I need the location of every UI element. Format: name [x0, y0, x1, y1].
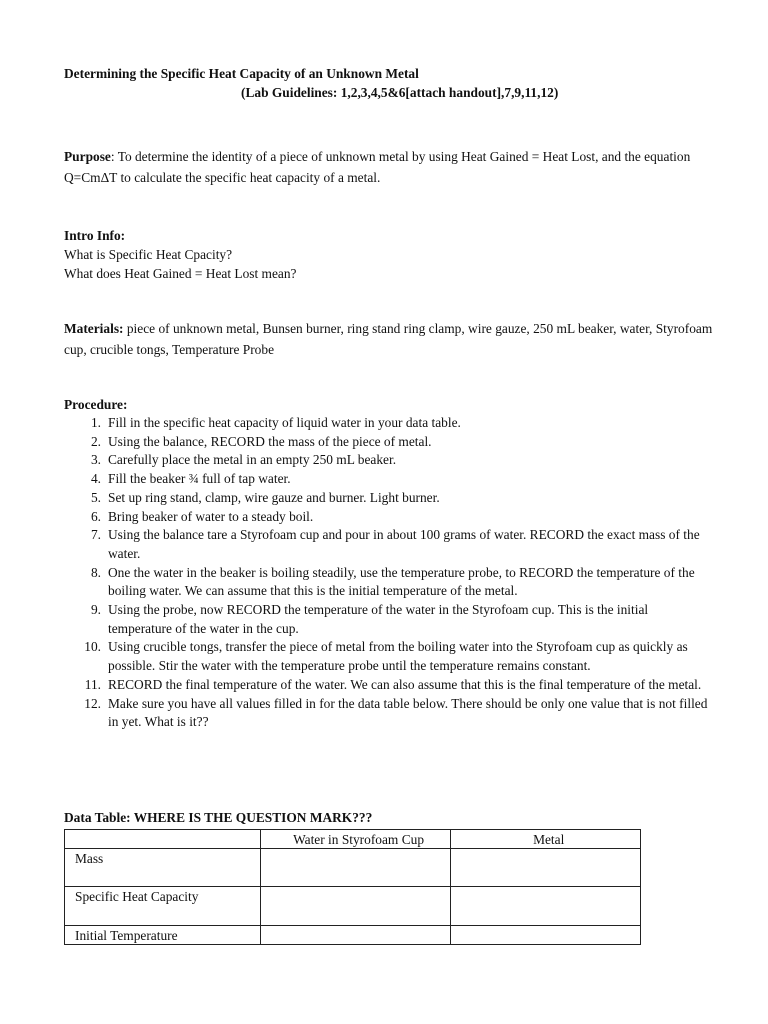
- procedure-label: Procedure:: [64, 397, 128, 412]
- step-number: 10.: [84, 639, 101, 655]
- step-text: Using crucible tongs, transfer the piece of metal from the boiling water into the Styrofoam cup as quickly as possible. Stir the water with the temperature probe until the temperature remains constant.: [108, 639, 688, 674]
- procedure-step: [64, 470, 708, 489]
- materials-label: Materials:: [64, 321, 124, 336]
- procedure-step: [64, 508, 708, 527]
- procedure-step: [64, 489, 708, 508]
- procedure-step: [64, 451, 708, 470]
- water-cell: [260, 926, 451, 945]
- intro-question: What does Heat Gained = Heat Lost mean?: [64, 266, 297, 281]
- procedure-step: [64, 433, 708, 452]
- procedure-section: [64, 395, 714, 732]
- table-header-cell: Water in Styrofoam Cup: [260, 830, 451, 849]
- row-label: Mass: [65, 849, 261, 887]
- table-header-cell: [65, 830, 261, 849]
- step-text: Carefully place the metal in an empty 250 mL beaker.: [108, 452, 397, 468]
- procedure-steps: [64, 414, 714, 732]
- data-table-section: [64, 808, 714, 945]
- procedure-step: [64, 564, 708, 601]
- intro-label: Intro Info:: [64, 228, 126, 243]
- metal-cell: [451, 849, 641, 887]
- document-page: [64, 64, 714, 943]
- purpose-text: : To determine the identity of a piece of unknown metal by using Heat Gained = Heat Lost, and the equation Q=CmΔT to calculate the specific heat capacity of a metal.: [64, 149, 691, 185]
- step-number: 6.: [90, 508, 101, 524]
- document-subtitle: (Lab Guidelines: 1,2,3,4,5&6[attach handout],7,9,11,12): [241, 85, 559, 100]
- step-number: 5.: [90, 489, 101, 505]
- materials-text: piece of unknown metal, Bunsen burner, ring stand ring clamp, wire gauze, 250 mL beaker, water, Styrofoam cup, crucible tongs, Temperature Probe: [64, 321, 713, 357]
- table-row: [65, 887, 641, 926]
- step-text: Using the probe, now RECORD the temperature of the water in the Styrofoam cup. This is the initial temperature of the water in the cup.: [108, 602, 649, 636]
- metal-cell: [451, 887, 641, 926]
- procedure-step: [64, 676, 708, 695]
- step-text: Using the balance, RECORD the mass of the piece of metal.: [108, 433, 432, 449]
- step-number: 2.: [90, 433, 101, 449]
- step-number: 1.: [90, 415, 101, 430]
- data-table: [64, 829, 641, 945]
- row-label: Initial Temperature: [65, 926, 261, 945]
- step-text: Bring beaker of water to a steady boil.: [108, 508, 314, 524]
- step-number: 3.: [90, 452, 101, 468]
- metal-cell: [451, 926, 641, 945]
- table-row: [65, 926, 641, 945]
- water-cell: [260, 887, 451, 926]
- table-row: [65, 849, 641, 887]
- procedure-step: [64, 526, 708, 563]
- intro-section: [64, 226, 714, 283]
- water-cell: [260, 849, 451, 887]
- step-text: Fill the beaker ¾ full of tap water.: [108, 471, 291, 487]
- procedure-step: [64, 638, 708, 675]
- step-text: Fill in the specific heat capacity of liquid water in your data table.: [108, 415, 461, 430]
- step-number: 9.: [90, 602, 101, 618]
- intro-question: What is Specific Heat Cpacity?: [64, 247, 233, 262]
- step-text: RECORD the final temperature of the water. We can also assume that this is the final temperature of the metal.: [108, 676, 702, 692]
- step-number: 4.: [90, 471, 101, 487]
- procedure-step: [64, 601, 708, 638]
- materials-paragraph: [64, 318, 714, 360]
- step-number: 7.: [90, 527, 101, 543]
- purpose-section: [64, 146, 714, 188]
- step-text: One the water in the beaker is boiling steadily, use the temperature probe, to RECORD the temperature of the boiling water. We can assume that this is the initial temperature of the metal.: [108, 564, 695, 599]
- step-text: Make sure you have all values filled in for the data table below. There should be only one value that is not filled in yet. What is it??: [108, 695, 708, 730]
- table-header-row: [65, 830, 641, 849]
- row-label: Specific Heat Capacity: [65, 887, 261, 926]
- procedure-step: [64, 414, 708, 433]
- step-text: Set up ring stand, clamp, wire gauze and burner. Light burner.: [108, 489, 440, 505]
- materials-section: [64, 318, 714, 360]
- purpose-paragraph: [64, 146, 714, 188]
- document-title: Determining the Specific Heat Capacity of an Unknown Metal: [64, 66, 419, 81]
- purpose-label: Purpose: [64, 149, 111, 164]
- step-number: 12.: [84, 695, 101, 711]
- table-header-cell: Metal: [451, 830, 641, 849]
- procedure-step: [64, 695, 708, 732]
- step-number: 11.: [84, 676, 101, 692]
- step-number: 8.: [90, 564, 101, 580]
- data-table-label: Data Table: WHERE IS THE QUESTION MARK???: [64, 810, 373, 825]
- step-text: Using the balance tare a Styrofoam cup and pour in about 100 grams of water. RECORD the exact mass of the water.: [108, 527, 700, 561]
